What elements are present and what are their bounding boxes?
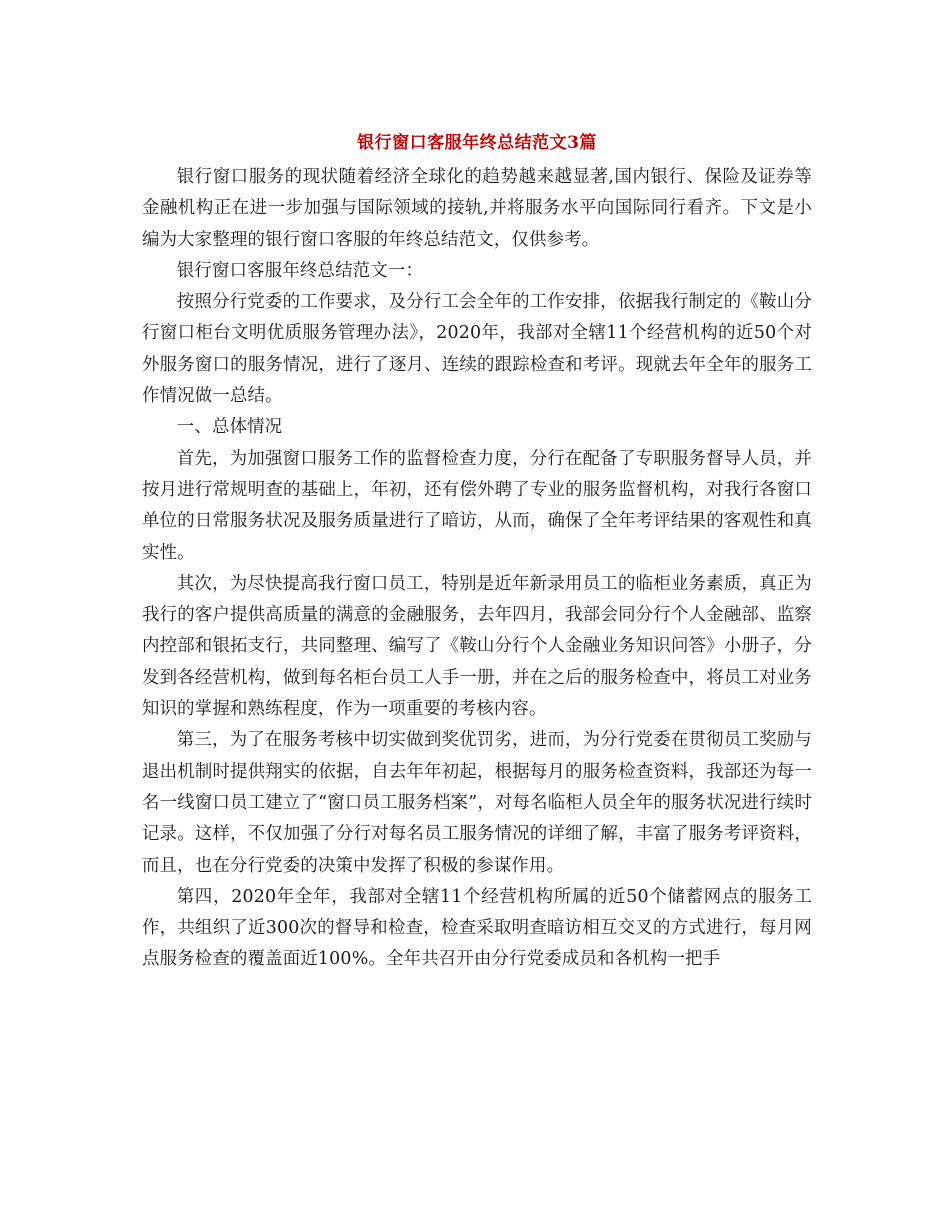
- paragraph-intro: 银行窗口服务的现状随着经济全球化的趋势越来越显著,国内银行、保险及证券等金融机构正在进一步加强与国际领域的接轨,并将服务水平向国际同行看齐。下文是小编为大家整理的银行窗口客服的年终总结范文，仅供参考。: [142, 167, 812, 250]
- document-body: [142, 162, 812, 976]
- paragraph-fourth: 第四，2020年全年，我部对全辖11个经营机构所属的近50个储蓄网点的服务工作，共组织了近300次的督导和检查，检查采取明查暗访相互交叉的方式进行，每月网点服务检查的覆盖面近100%。全年共召开由分行党委成员和各机构一把手: [142, 886, 812, 970]
- document-title: 银行窗口客服年终总结范文3篇: [357, 133, 597, 153]
- paragraph-third: 第三，为了在服务考核中切实做到奖优罚劣，进而，为分行党委在贯彻员工奖励与退出机制时提供翔实的依据，自去年年初起，根据每月的服务检查资料，我部还为每一名一线窗口员工建立了“窗口员工服务档案”，对每名临柜人员全年的服务状况进行续时记录。这样，不仅加强了分行对每名员工服务情况的详细了解，丰富了服务考评资料，而且，也在分行党委的决策中发挥了积极的参谋作用。: [142, 730, 812, 876]
- paragraph-first: 首先，为加强窗口服务工作的监督检查力度，分行在配备了专职服务督导人员，并按月进行常规明查的基础上，年初，还有偿外聘了专业的服务监督机构，对我行各窗口单位的日常服务状况及服务质量进行了暗访，从而，确保了全年考评结果的客观性和真实性。: [142, 448, 812, 563]
- paragraph-second: 其次，为尽快提高我行窗口员工，特别是近年新录用员工的临柜业务素质，真正为我行的客户提供高质量的满意的金融服务，去年四月，我部会同分行个人金融部、监察内控部和银拓支行，共同整理、编写了《鞍山分行个人金融业务知识问答》小册子，分发到各经营机构，做到每名柜台员工人手一册，并在之后的服务检查中，将员工对业务知识的掌握和熟练程度，作为一项重要的考核内容。: [142, 573, 812, 720]
- paragraph-overview: 按照分行党委的工作要求，及分行工会全年的工作安排，依据我行制定的《鞍山分行窗口柜台文明优质服务管理办法》，2020年，我部对全辖11个经营机构的近50个对外服务窗口的服务情况，进行了逐月、连续的跟踪检查和考评。现就去年全年的服务工作情况做一总结。: [142, 292, 812, 407]
- paragraph-subheading-general: 一、总体情况: [176, 417, 283, 438]
- paragraph-section-heading-1: 银行窗口客服年终总结范文一：: [176, 260, 424, 281]
